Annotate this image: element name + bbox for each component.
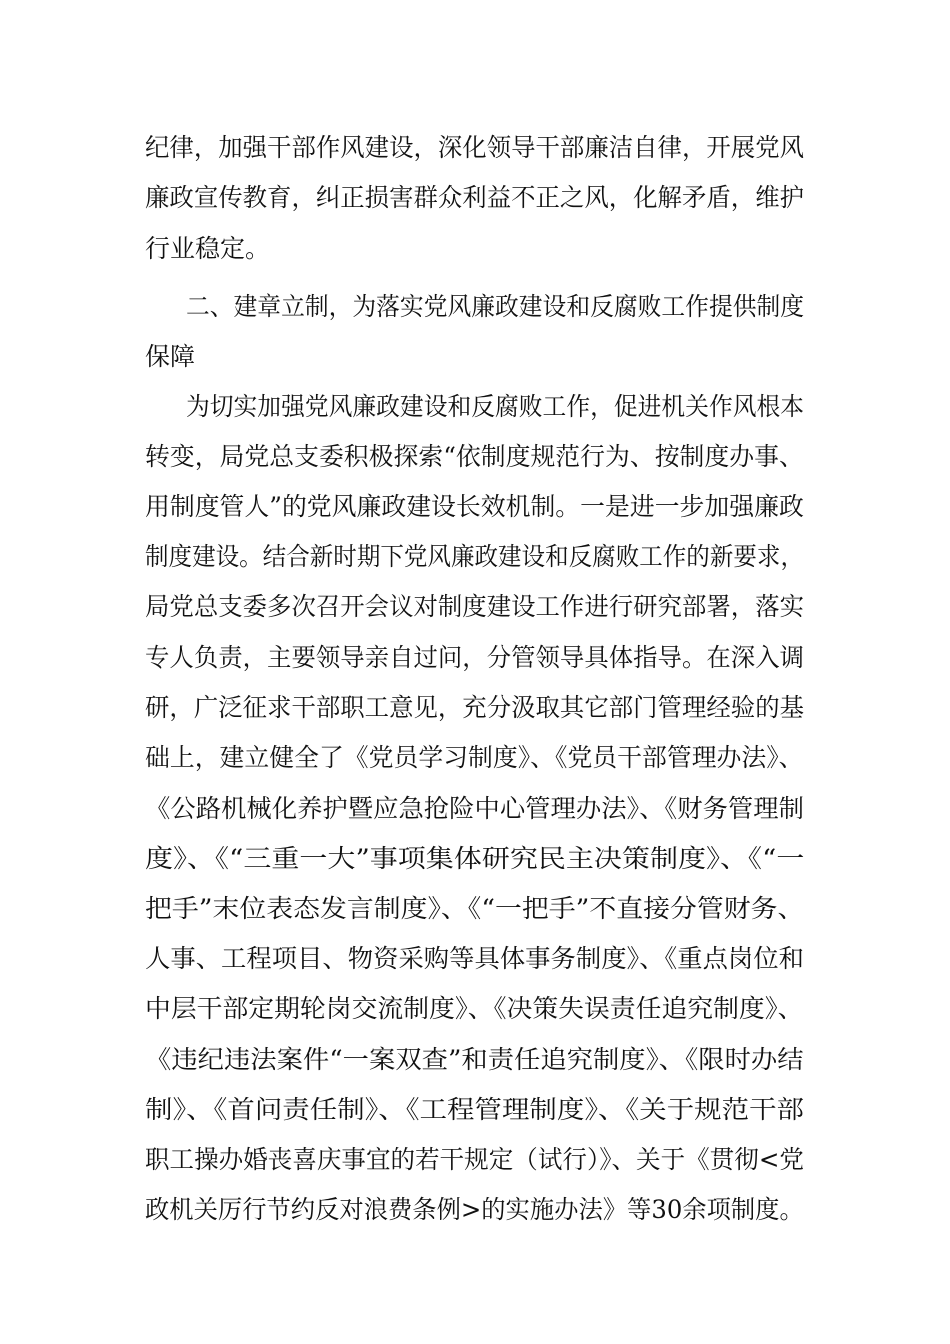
text-line: 行业稳定。	[145, 234, 271, 263]
text-line: 把手”末位表态发言制度》、《“一把手”不直接分管财务、	[145, 894, 805, 923]
text-line: 局党总支委多次召开会议对制度建设工作进行研究部署，落实	[145, 592, 805, 621]
text-line: 制度建设。结合新时期下党风廉政建设和反腐败工作的新要求，	[145, 542, 804, 571]
section-heading: 保障	[145, 342, 196, 371]
text-line: 专人负责，主要领导亲自过问，分管领导具体指导。在深入调	[145, 643, 805, 672]
text-line: 中层干部定期轮岗交流制度》、《决策失误责任追究制度》、	[145, 994, 804, 1023]
text-line: 为切实加强党风廉政建设和反腐败工作，促进机关作风根本	[186, 392, 805, 421]
text-line: 纪律，加强干部作风建设，深化领导干部廉洁自律，开展党风	[145, 133, 805, 162]
text-line: 《违纪违法案件“一案双查”和责任追究制度》、《限时办结	[145, 1045, 804, 1074]
section-heading: 二、建章立制，为落实党风廉政建设和反腐败工作提供制度	[186, 292, 805, 321]
text-line: 度》、《“三重一大”事项集体研究民主决策制度》、《“一	[145, 844, 805, 873]
text-line: 制》、《首问责任制》、《工程管理制度》、《关于规范干部	[145, 1095, 804, 1124]
text-line: 廉政宣传教育，纠正损害群众利益不正之风，化解矛盾，维护	[145, 183, 805, 212]
text-line: 础上，建立健全了《党员学习制度》、《党员干部管理办法》、	[145, 743, 804, 772]
text-line: 职工操办婚丧喜庆事宜的若干规定（试行）》、关于《贯彻<党	[145, 1145, 804, 1174]
text-line: 《公路机械化养护暨应急抢险中心管理办法》、《财务管理制	[145, 794, 804, 823]
text-line: 研，广泛征求干部职工意见，充分汲取其它部门管理经验的基	[145, 693, 805, 722]
text-line: 人事、工程项目、物资采购等具体事务制度》、《重点岗位和	[145, 944, 804, 973]
text-line: 政机关厉行节约反对浪费条例>的实施办法》等30余项制度。	[145, 1195, 804, 1224]
text-line: 用制度管人”的党风廉政建设长效机制。一是进一步加强廉政	[145, 492, 804, 521]
text-line: 转变，局党总支委积极探索“依制度规范行为、按制度办事、	[145, 442, 804, 471]
